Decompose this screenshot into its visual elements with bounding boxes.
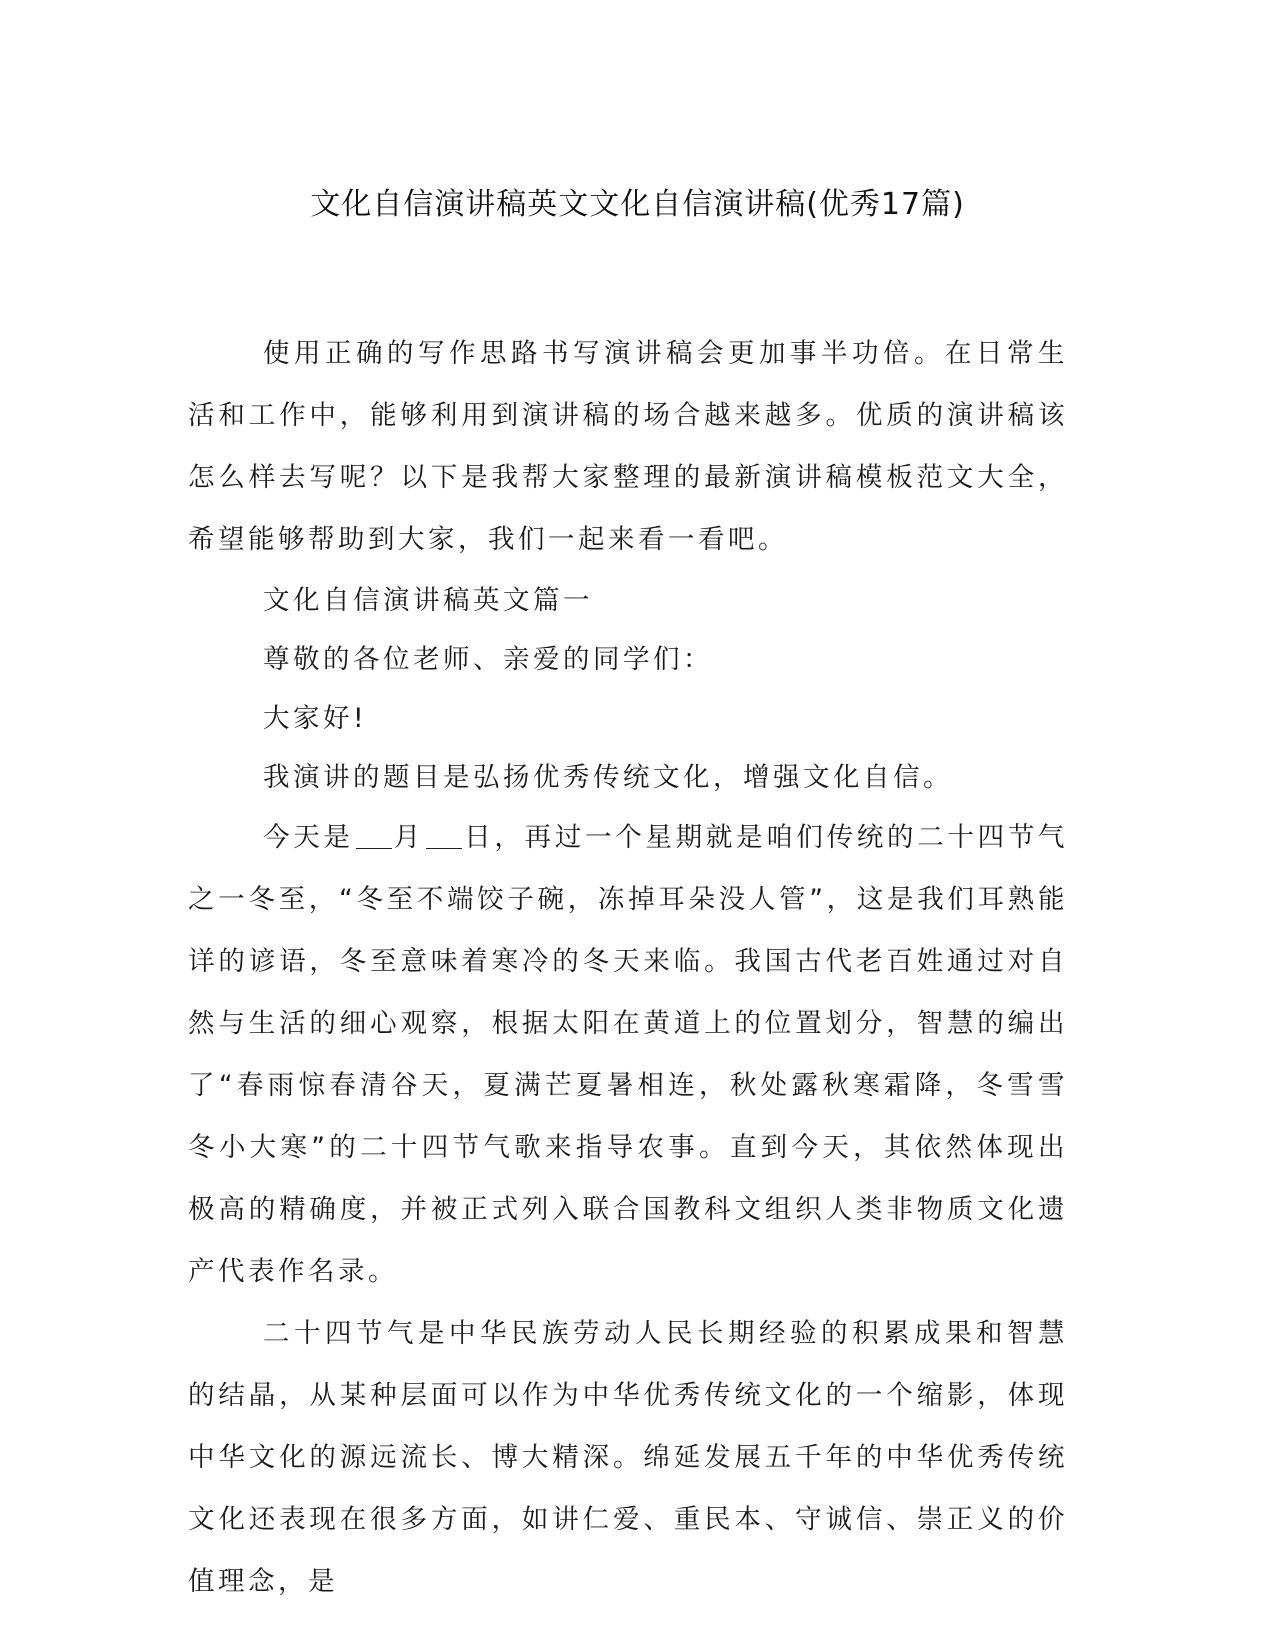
greeting-line: 大家好!	[263, 703, 368, 734]
document-title: 文化自信演讲稿英文文化自信演讲稿(优秀17篇)	[310, 187, 965, 222]
today-month: 月	[393, 822, 425, 853]
solar-terms-paragraph: 二十四节气是中华民族劳动人民长期经验的积累成果和智慧的结晶，从某种层面可以作为中华优秀传统文化的一个缩影，体现中华文化的源远流长、博大精深。绵延发展五千年的中华优秀传统文化还表现在很多方面，如讲仁爱、重民本、守诚信、崇正义的价值理念，是	[188, 1318, 1068, 1597]
day-blank	[426, 822, 462, 849]
document-body	[188, 323, 1068, 1613]
topic-line: 我演讲的题目是弘扬优秀传统文化，增强文化自信。	[263, 762, 953, 793]
section-heading: 文化自信演讲稿英文篇一	[263, 585, 593, 616]
intro-paragraph: 使用正确的写作思路书写演讲稿会更加事半功倍。在日常生活和工作中，能够利用到演讲稿的场合越来越多。优质的演讲稿该怎么样去写呢？以下是我帮大家整理的最新演讲稿模板范文大全，希望能够帮助到大家，我们一起来看一看吧。	[188, 338, 1068, 555]
today-paragraph	[188, 807, 1068, 1303]
today-lead: 今天是	[263, 822, 354, 853]
today-rest: 日，再过一个星期就是咱们传统的二十四节气之一冬至，“冬至不端饺子碗，冻掉耳朵没人管”，这是我们耳熟能详的谚语，冬至意味着寒冷的冬天来临。我国古代老百姓通过对自然与生活的细心观察，根据太阳在黄道上的位置划分，智慧的编出了“春雨惊春清谷天，夏满芒夏暑相连，秋处露秋寒霜降，冬雪雪冬小大寒”的二十四节气歌来指导农事。直到今天，其依然体现出极高的精确度，并被正式列入联合国教科文组织人类非物质文化遗产代表作名录。	[188, 822, 1069, 1287]
month-blank	[356, 822, 392, 849]
salutation-line: 尊敬的各位老师、亲爱的同学们：	[263, 644, 713, 675]
